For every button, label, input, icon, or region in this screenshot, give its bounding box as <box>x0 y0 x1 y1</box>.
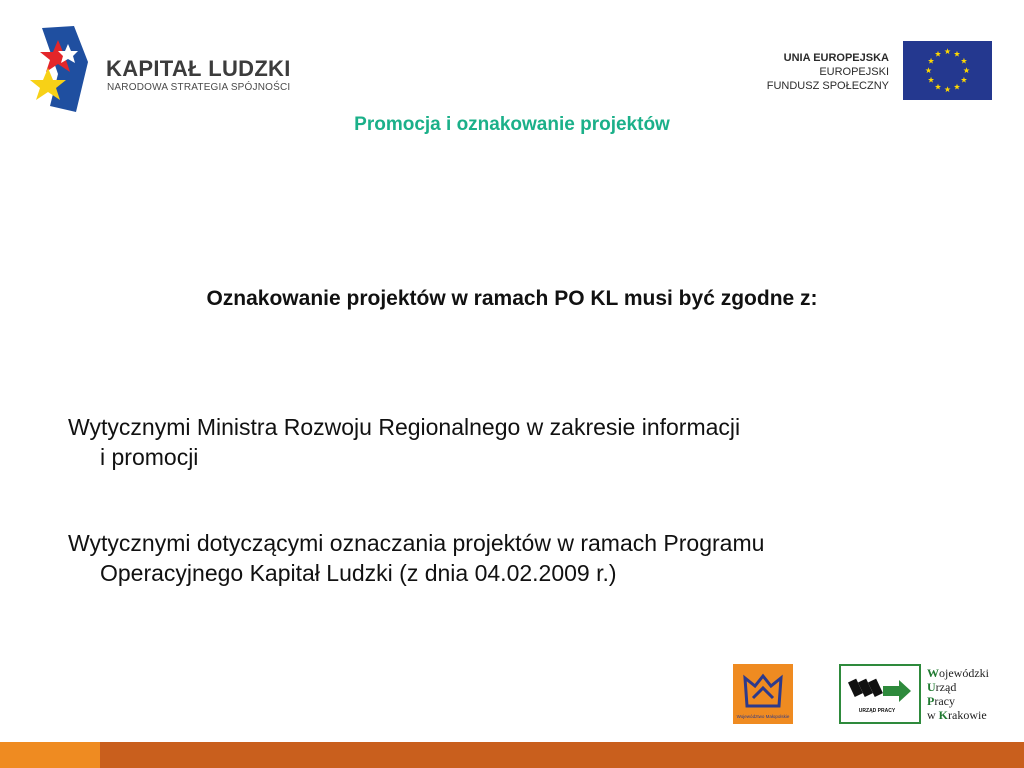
wup-line-3: Pracy <box>927 694 955 708</box>
wup-name <box>927 666 989 722</box>
eu-line-2: EUROPEJSKI <box>819 66 889 78</box>
eu-line-3: FUNDUSZ SPOŁECZNY <box>766 80 889 92</box>
slide-subtitle: Oznakowanie projektów w ramach PO KL musi być zgodne z: <box>206 287 818 310</box>
guideline-item-1-line-2: i promocji <box>100 444 199 470</box>
kapital-ludzki-title: KAPITAŁ LUDZKI <box>106 56 291 81</box>
wup-badge-label: URZĄD PRACY <box>858 708 896 714</box>
guideline-item-2-line-2: Operacyjnego Kapitał Ludzki (z dnia 04.02.2009 r.) <box>100 560 617 586</box>
wup-line-1: Wojewódzki <box>927 666 989 680</box>
page-title: Promocja i oznakowanie projektów <box>354 114 670 135</box>
footer-accent <box>0 742 100 768</box>
guideline-item-2-line-1: Wytycznymi dotyczącymi oznaczania projektów w ramach Programu <box>68 530 765 556</box>
wup-line-2: Urząd <box>927 680 957 694</box>
guideline-item-1 <box>68 412 968 472</box>
malopolska-label: Województwo Małopolskie <box>736 714 790 719</box>
footer-bar <box>0 742 1024 768</box>
guideline-item-2 <box>68 528 968 588</box>
eu-flag-icon <box>903 41 992 100</box>
malopolska-logo <box>733 664 793 724</box>
eu-fund-label <box>767 51 889 93</box>
kapital-ludzki-subtitle: NARODOWA STRATEGIA SPÓJNOŚCI <box>107 82 291 93</box>
eu-line-1: UNIA EUROPEJSKA <box>783 52 889 64</box>
wup-line-4: w Krakowie <box>927 708 987 722</box>
guideline-item-1-line-1: Wytycznymi Ministra Rozwoju Regionalnego w zakresie informacji <box>68 414 741 440</box>
wup-logo <box>839 664 921 724</box>
